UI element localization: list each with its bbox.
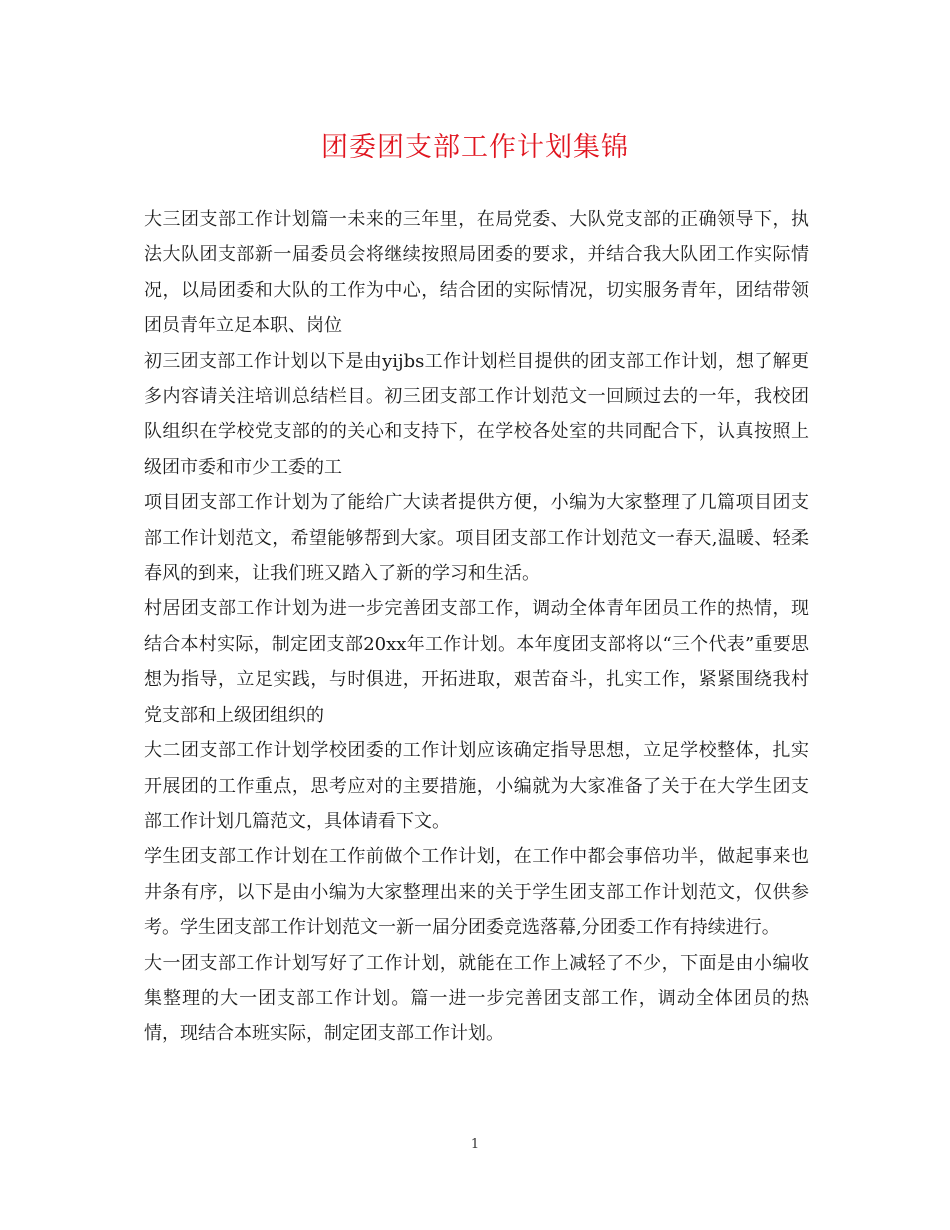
paragraph-4: 村居团支部工作计划为进一步完善团支部工作，调动全体青年团员工作的热情，现结合本村实际，制定团支部20xx年工作计划。本年度团支部将以“三个代表”重要思想为指导，立足实践，与时俱进，开拓进取，艰苦奋斗，扎实工作，紧紧围绕我村党支部和上级团组织的 bbox=[144, 598, 809, 726]
paragraph-1: 大三团支部工作计划篇一未来的三年里，在局党委、大队党支部的正确领导下，执法大队团支部新一届委员会将继续按照局团委的要求，并结合我大队团工作实际情况，以局团委和大队的工作为中心，结合团的实际情况，切实服务青年，团结带领团员青年立足本职、岗位 bbox=[144, 209, 809, 337]
document-title: 团委团支部工作计划集锦 bbox=[321, 132, 629, 163]
document-body bbox=[144, 202, 809, 1052]
paragraph-5: 大二团支部工作计划学校团委的工作计划应该确定指导思想，立足学校整体，扎实开展团的工作重点，思考应对的主要措施，小编就为大家准备了关于在大学生团支部工作计划几篇范文，具体请看下文。 bbox=[144, 740, 809, 832]
paragraph-7: 大一团支部工作计划写好了工作计划，就能在工作上减轻了不少，下面是由小编收集整理的大一团支部工作计划。篇一进一步完善团支部工作，调动全体团员的热情，现结合本班实际，制定团支部工作计划。 bbox=[144, 952, 809, 1045]
paragraph-2: 初三团支部工作计划以下是由yijbs工作计划栏目提供的团支部工作计划，想了解更多内容请关注培训总结栏目。初三团支部工作计划范文一回顾过去的一年，我校团队组织在学校党支部的的关心和支持下，在学校各处室的共同配合下，认真按照上级团市委和市少工委的工 bbox=[144, 350, 809, 478]
page-number: 1 bbox=[470, 1137, 480, 1152]
paragraph-6: 学生团支部工作计划在工作前做个工作计划，在工作中都会事倍功半，做起事来也井条有序，以下是由小编为大家整理出来的关于学生团支部工作计划范文，仅供参考。学生团支部工作计划范文一新一届分团委竞选落幕,分团委工作有持续进行。 bbox=[144, 846, 809, 939]
paragraph-3: 项目团支部工作计划为了能给广大读者提供方便，小编为大家整理了几篇项目团支部工作计划范文，希望能够帮到大家。项目团支部工作计划范文一春天,温暖、轻柔春风的到来，让我们班又踏入了新的学习和生活。 bbox=[144, 492, 809, 585]
